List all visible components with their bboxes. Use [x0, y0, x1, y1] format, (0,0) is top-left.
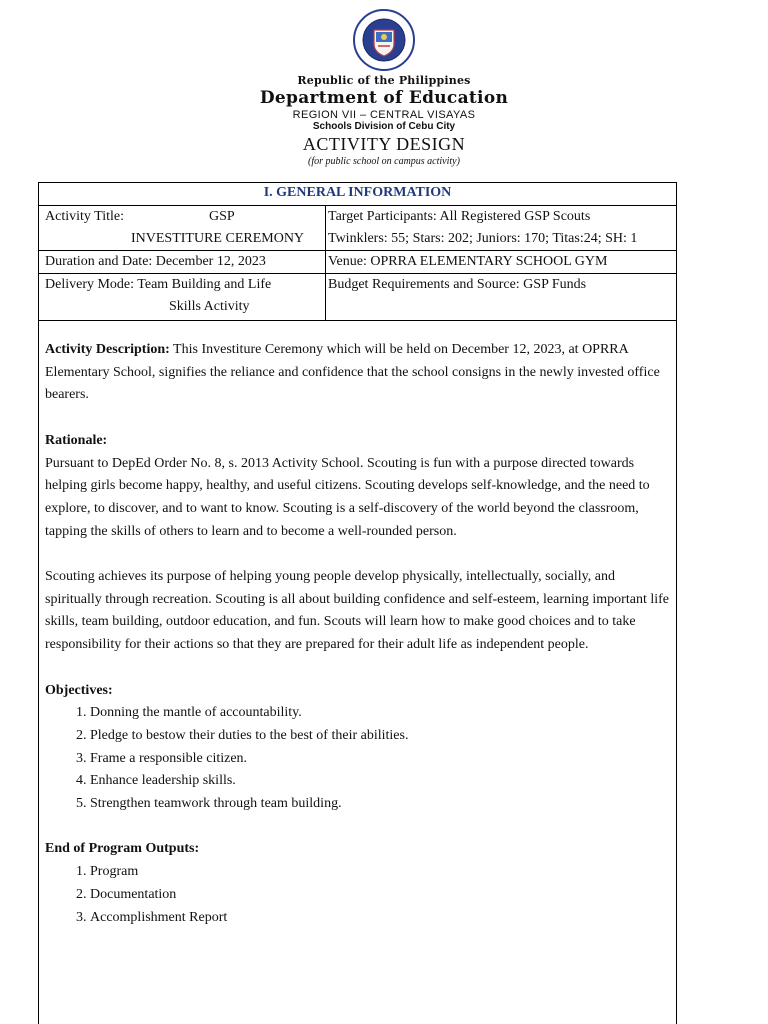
activity-title-cell	[39, 206, 326, 251]
list-item: 2. Documentation	[90, 884, 670, 907]
general-information-table	[39, 206, 676, 321]
objectives-heading: Objectives:	[45, 682, 113, 698]
budget-cell: Budget Requirements and Source: GSP Funds	[326, 274, 677, 321]
document-header	[0, 8, 768, 167]
rationale-heading: Rationale:	[45, 432, 108, 448]
activity-description-label: Activity Description:	[45, 342, 170, 357]
list-item: 2. Pledge to bestow their duties to the best of their abilities.	[90, 725, 670, 748]
activity-design-form	[38, 182, 677, 1024]
delivery-mode-line2: Skills Activity	[169, 299, 250, 314]
venue-cell: Venue: OPRRA ELEMENTARY SCHOOL GYM	[326, 251, 677, 274]
deped-seal-icon	[352, 8, 416, 72]
list-item: 5. Strengthen teamwork through team building.	[90, 793, 670, 816]
delivery-mode-line1: Delivery Mode: Team Building and Life	[45, 277, 272, 292]
table-row	[39, 251, 676, 274]
page-subtitle: (for public school on campus activity)	[308, 156, 460, 167]
duration-cell: Duration and Date: December 12, 2023	[39, 251, 326, 274]
list-item: 1. Donning the mantle of accountability.	[90, 702, 670, 725]
objectives-list	[45, 702, 670, 816]
list-item: 4. Enhance leadership skills.	[90, 770, 670, 793]
page-title: ACTIVITY DESIGN	[302, 134, 466, 154]
region-line: REGION VII – CENTRAL VISAYAS	[292, 109, 476, 121]
republic-line: Republic of the Philippines	[297, 74, 471, 87]
list-item: 3. Accomplishment Report	[90, 907, 670, 930]
target-participants-line1: Target Participants: All Registered GSP Scouts	[328, 209, 591, 224]
activity-title-value-line1: GSP	[209, 209, 235, 224]
activity-title-value-line2: INVESTITURE CEREMONY	[131, 231, 305, 246]
outputs-list	[45, 861, 670, 929]
rationale-paragraph-2: Scouting achieves its purpose of helping young people develop physically, intellectually, socially, and spiritually through recreation. Scouting is all about building confidence and self-esteem, learning important life skills, team building, outdoor education, and fun. Scouts will learn how to make good choices and to take responsibility for their actions so that they are prepared for their adult life as independent people.	[45, 569, 669, 653]
activity-description-text: This Investiture Ceremony which will be held on December 12, 2023, at OPRRA Elementary School, signifies the reliance and confidence that the school consigns in the newly invested office bearers.	[45, 342, 660, 403]
activity-title-label: Activity Title:	[45, 209, 124, 224]
list-item: 1. Program	[90, 861, 670, 884]
department-line: Department of Education	[259, 88, 509, 108]
activity-description	[45, 339, 670, 407]
outputs-heading: End of Program Outputs:	[45, 841, 200, 857]
target-participants-cell	[326, 206, 677, 251]
rationale-paragraph-1: Pursuant to DepEd Order No. 8, s. 2013 Activity School. Scouting is fun with a purpose directed towards helping girls become happy, healthy, and useful citizens. Scouting develops self-knowledge, and the need to explore, to discover, and to want to know. Scouting is a self-discovery of the world beyond the classroom, tapping the skills of others to learn and to become a well-rounded person.	[45, 455, 650, 539]
target-participants-line2: Twinklers: 55; Stars: 202; Juniors: 170; Titas:24; SH: 1	[328, 231, 638, 246]
delivery-mode-cell	[39, 274, 326, 321]
list-item: 3. Frame a responsible citizen.	[90, 748, 670, 771]
table-row	[39, 206, 676, 251]
document-body	[39, 321, 676, 929]
division-line: Schools Division of Cebu City	[312, 121, 456, 132]
table-row	[39, 274, 676, 321]
section-heading-general-information: I. GENERAL INFORMATION	[39, 183, 676, 206]
